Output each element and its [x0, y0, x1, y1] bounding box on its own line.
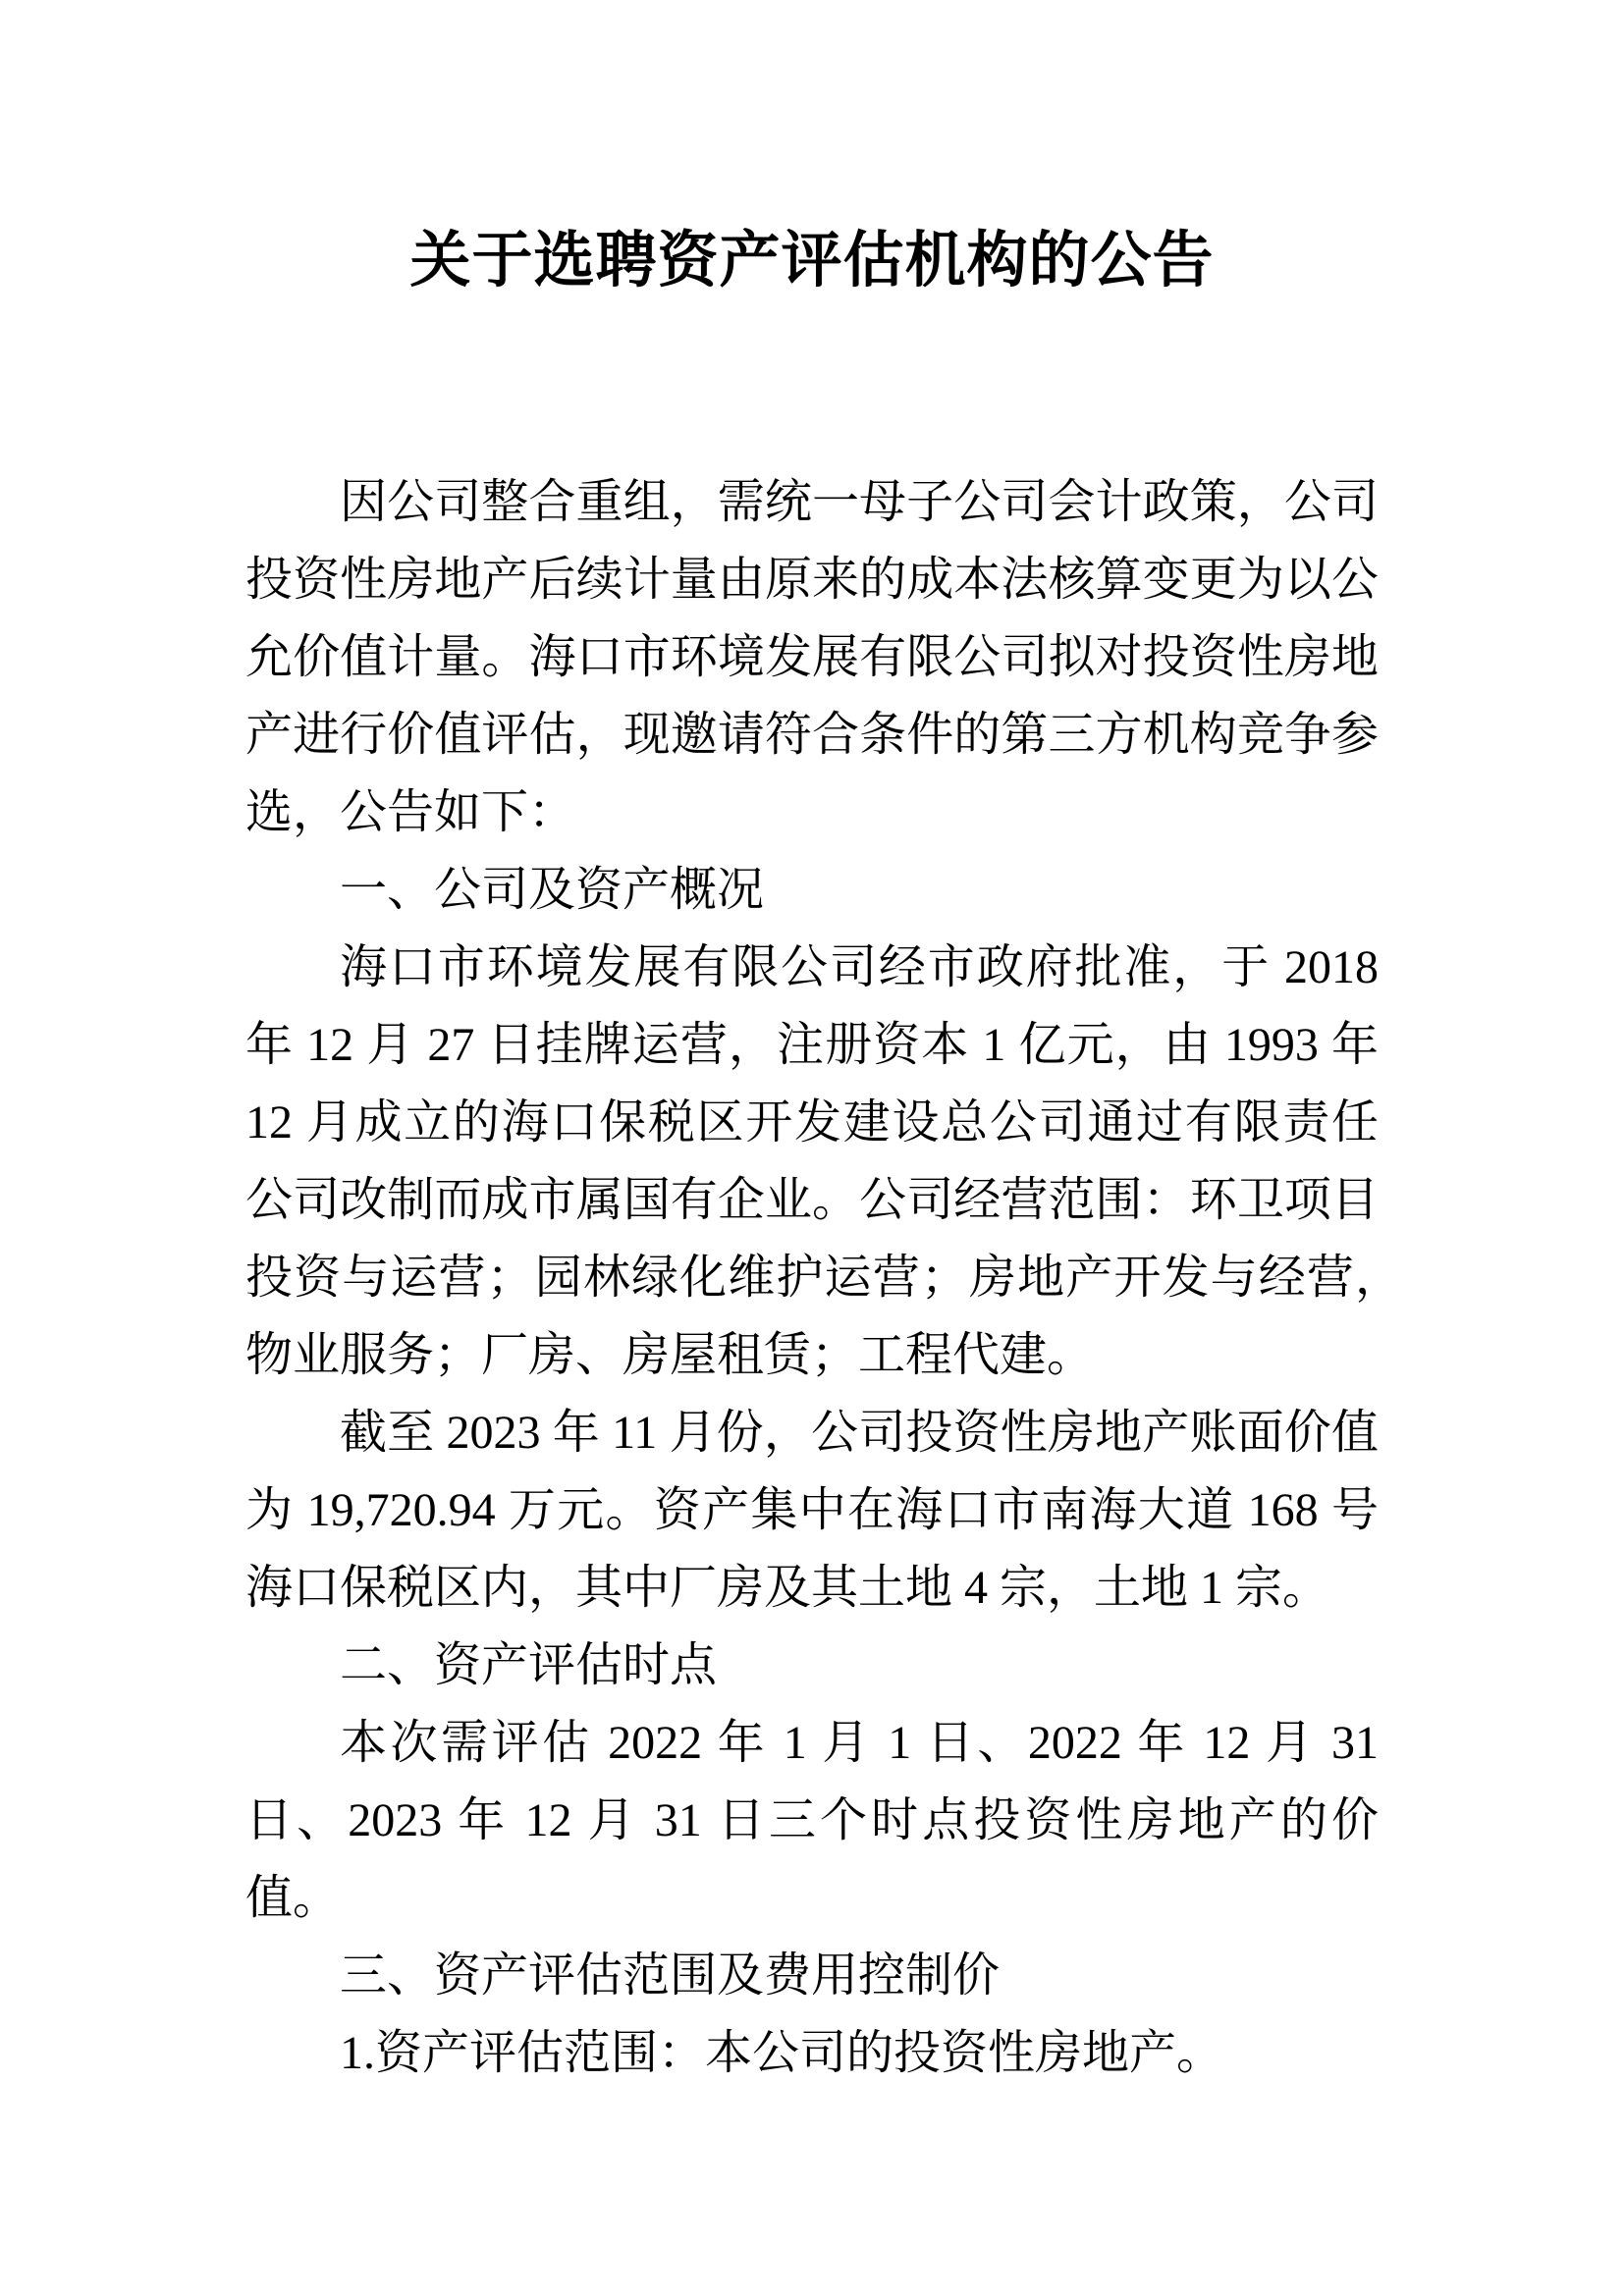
- document-content: [245, 0, 1427, 2092]
- document-title: 关于选聘资产评估机构的公告: [409, 227, 1215, 294]
- valuation-dates-paragraph: 本次需评估 2022 年 1 月 1 日、2022 年 12 月 31 日、2023 年 12 月 31 日三个时点投资性房地产的价值。: [245, 1717, 1379, 1924]
- asset-value-paragraph: 截至 2023 年 11 月份，公司投资性房地产账面价值为 19,720.94 万元。资产集中在海口市南海大道 168 号海口保税区内，其中厂房及其土地 4 宗，土地 1 宗。: [245, 1407, 1379, 1614]
- valuation-scope-paragraph: 1.资产评估范围：本公司的投资性房地产。: [340, 2027, 1224, 2079]
- section-heading-1: 一、公司及资产概况: [340, 864, 765, 916]
- intro-paragraph: 因公司整合重组，需统一母子公司会计政策，公司投资性房地产后续计量由原来的成本法核算变更为以公允价值计量。海口市环境发展有限公司拟对投资性房地产进行价值评估，现邀请符合条件的第三方机构竞争参选，公告如下：: [245, 476, 1379, 838]
- company-overview-paragraph: 海口市环境发展有限公司经市政府批准，于 2018 年 12 月 27 日挂牌运营，注册资本 1 亿元，由 1993 年 12 月成立的海口保税区开发建设总公司通过有限责任公司改制而成市属国有企业。公司经营范围：环卫项目投资与运营；园林绿化维护运营；房地产开发与经营， 物业服务；厂房、房屋租赁；工程代建。: [245, 941, 1427, 1381]
- section-heading-3: 三、资产评估范围及费用控制价: [340, 1949, 1001, 2002]
- document-body: [245, 463, 1427, 2092]
- section-heading-2: 二、资产评估时点: [340, 1639, 718, 1691]
